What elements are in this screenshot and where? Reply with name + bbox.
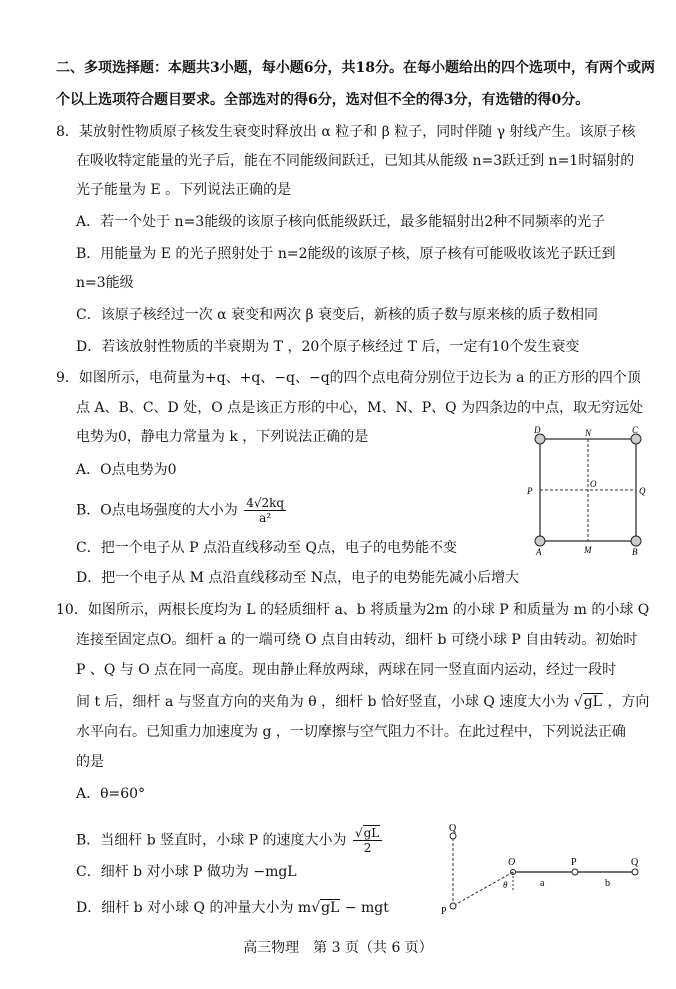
page-footer: 高三物理 第 3 页（共 6 页）: [243, 940, 433, 956]
q10-rod-figure: [435, 822, 650, 922]
q10-option-b-fraction: [353, 826, 382, 855]
q10-option-b-numerator: √gL: [353, 826, 382, 841]
q10-option-d-radicand: gL: [321, 900, 340, 916]
ball-q-initial: [632, 869, 638, 875]
charge-d: [535, 434, 545, 444]
label-b: b: [605, 878, 610, 889]
q8-option-a: A．若一个处于 n=3能级的该原子核向低能级跃迁，最多能辐射出2种不同频率的光子: [76, 214, 606, 230]
q10-stem-line4-sqrt: √gL: [573, 694, 602, 710]
q10-option-c: C．细杆 b 对小球 P 做功为 −mgL: [76, 864, 297, 880]
section-header-line1: 二、多项选择题：本题共3小题，每小题6分，共18分。在每小题给出的四个选项中，有两个或两: [56, 60, 655, 76]
q9-square-figure: [520, 425, 655, 560]
charge-c: [631, 434, 641, 444]
q9-stem-line1: 9．如图所示，电荷量为+q、+q、−q、−q的四个点电荷分别位于边长为 a 的正方形的四个顶: [56, 370, 641, 386]
q9-option-b-text: B．O点电场强度的大小为: [76, 502, 238, 519]
q10-option-b: [76, 826, 384, 855]
label-q: Q: [639, 486, 646, 496]
q10-stem-line4: [76, 692, 649, 712]
q8-option-d: D．若该放射性物质的半衰期为 T ，20个原子核经过 T 后，一定有10个发生衰变: [76, 339, 580, 355]
label-c: C: [632, 425, 639, 435]
charge-a: [535, 536, 545, 546]
label-o: O: [508, 857, 516, 868]
q8-option-c: C．该原子核经过一次 α 衰变和两次 β 衰变后，新核的质子数与原来核的质子数相同: [76, 307, 599, 323]
label-o: O: [590, 479, 597, 489]
q9-option-b-fraction: [244, 496, 286, 525]
q10-stem-line4-tail: ，方向: [607, 694, 650, 710]
q9-option-b: [76, 496, 288, 525]
q9-option-d: D．把一个电子从 M 点沿直线移动至 N点，电子的电势能先减小后增大: [76, 570, 520, 586]
q10-stem-line5: 水平向右。已知重力加速度为 g ，一切摩擦与空气阻力不计。在此过程中，下列说法正确: [76, 724, 626, 740]
charge-b: [631, 536, 641, 546]
label-q-later: Q: [449, 823, 457, 834]
label-a: A: [536, 547, 542, 557]
label-a: a: [540, 878, 545, 889]
label-b: B: [632, 547, 638, 557]
ball-p-initial: [572, 869, 578, 875]
q10-stem-line3: P 、Q 与 O 点在同一高度。现由静止释放两球，两球在同一竖直面内运动，经过一段时: [76, 662, 617, 678]
q8-stem-line2: 在吸收特定能量的光子后，能在不同能级间跃迁，已知其从能级 n=3跃迁到 n=1时辐射的: [76, 153, 635, 169]
label-m: M: [584, 545, 592, 555]
q8-stem-line1: 8．某放射性物质原子核发生衰变时释放出 α 粒子和 β 粒子，同时伴随 γ 射线产生。该原子核: [56, 124, 636, 140]
label-d: D: [534, 425, 541, 435]
q9-stem-line3: 电势为0，静电力常量为 k ，下列说法正确的是: [76, 429, 369, 445]
label-p: P: [527, 486, 533, 496]
q10-stem-line1: 10．如图所示，两根长度均为 L 的轻质细杆 a、b 将质量为2m 的小球 P 和质量为 m 的小球 Q: [56, 602, 650, 618]
q9-stem-line2: 点 A、B、C、D 处，O 点是该正方形的中心，M、N、P、Q 为四条边的中点，取无穷远处: [76, 400, 644, 416]
label-p-initial: P: [571, 857, 577, 868]
q10-option-d-sqrt: √gL: [311, 900, 340, 916]
label-theta: θ: [503, 880, 508, 890]
ball-p-later: [450, 903, 456, 909]
q10-option-d-tail: − mgt: [340, 900, 389, 916]
q10-stem-line4-radicand: gL: [583, 694, 602, 710]
q10-stem-line4-text: 间 t 后，细杆 a 与竖直方向的夹角为 θ ，细杆 b 恰好竖直，小球 Q 速度大小为: [76, 694, 570, 710]
q10-option-d-text: D．细杆 b 对小球 Q 的冲量大小为 m: [76, 900, 312, 916]
q9-option-a: A．O点电势为0: [76, 462, 177, 478]
q10-option-b-text: B．当细杆 b 竖直时，小球 P 的速度大小为: [76, 832, 347, 849]
q10-option-b-denominator: 2: [363, 841, 372, 855]
q10-option-d: [76, 898, 389, 918]
q9-option-c: C．把一个电子从 P 点沿直线移动至 Q点，电子的电势能不变: [76, 540, 457, 556]
q8-option-b-line1: B．用能量为 E 的光子照射处于 n=2能级的该原子核，原子核有可能吸收该光子跃迁到: [76, 246, 616, 262]
q8-stem-line3: 光子能量为 E 。下列说法正确的是: [76, 182, 292, 198]
label-p-later: P: [441, 906, 447, 917]
q10-stem-line6: 的是: [76, 754, 104, 770]
q10-option-a: A．θ=60°: [76, 786, 146, 802]
q8-option-b-line2: n=3能级: [76, 275, 134, 291]
q9-option-b-numerator: 4√2kq: [246, 496, 285, 510]
label-n: N: [585, 428, 592, 438]
q10-option-b-radicand: gL: [363, 826, 380, 840]
q9-option-b-denominator: a²: [259, 511, 272, 525]
label-q-initial: Q: [631, 857, 639, 868]
q10-stem-line2: 连接至固定点O。细杆 a 的一端可绕 O 点自由转动，细杆 b 可绕小球 P 自由转动。初始时: [76, 632, 638, 648]
section-header-line2: 个以上选项符合题目要求。全部选对的得6分，选对但不全的得3分，有选错的得0分。: [56, 92, 590, 108]
